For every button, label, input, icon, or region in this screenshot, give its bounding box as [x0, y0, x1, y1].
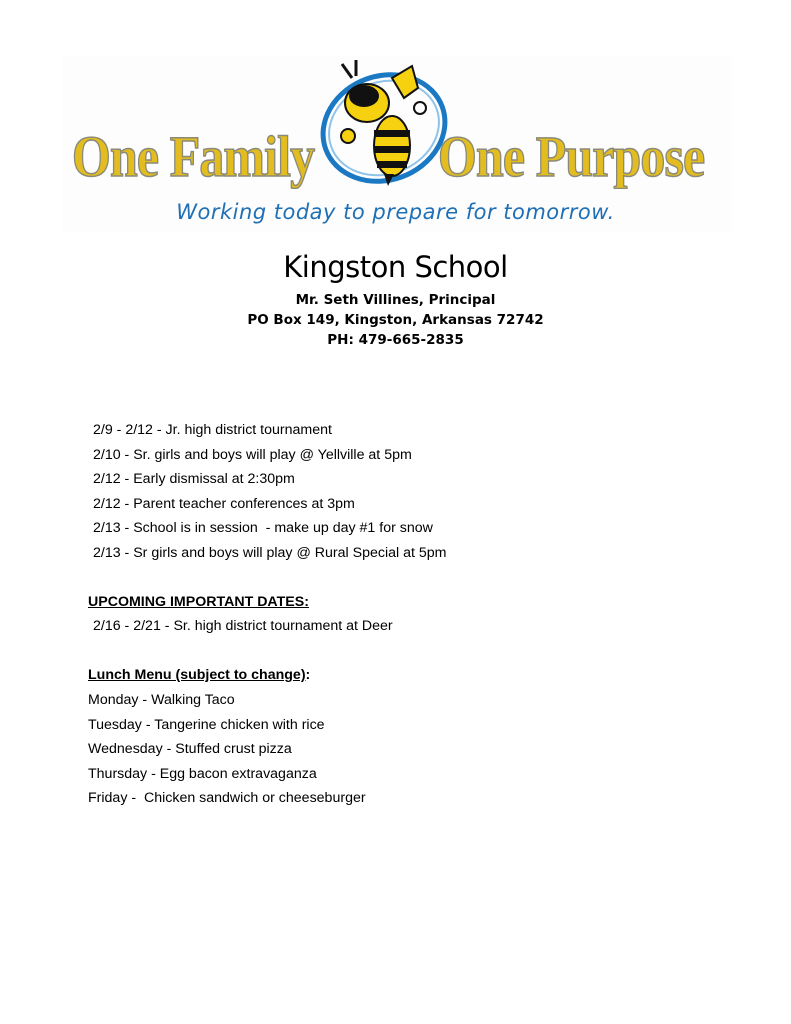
events-list [93, 421, 446, 568]
lunch-item: Wednesday - Stuffed crust pizza [88, 741, 292, 757]
lunch-menu-heading [88, 667, 310, 683]
lunch-menu-colon: : [305, 667, 311, 683]
lunch-item: Monday - Walking Taco [88, 692, 235, 708]
address-line: PO Box 149, Kingston, Arkansas 72742 [247, 312, 544, 328]
event-item: 2/12 - Early dismissal at 2:30pm [93, 471, 295, 487]
lunch-item: Friday - Chicken sandwich or cheeseburger [88, 790, 366, 806]
hornet-mascot-icon [312, 58, 452, 188]
tagline: Working today to prepare for tomorrow. [176, 200, 615, 224]
slogan-right: One Purpose [438, 124, 705, 189]
event-item: 2/9 - 2/12 - Jr. high district tournament [93, 422, 332, 438]
event-item: 2/13 - School is in session - make up day #1 for snow [93, 520, 433, 536]
lunch-menu-title: Lunch Menu (subject to change) [88, 667, 306, 683]
phone-line: PH: 479-665-2835 [327, 332, 464, 348]
upcoming-date-item: 2/16 - 2/21 - Sr. high district tournament at Deer [93, 618, 393, 634]
event-item: 2/10 - Sr. girls and boys will play @ Yellville at 5pm [93, 446, 412, 463]
upcoming-dates-heading: UPCOMING IMPORTANT DATES: [88, 594, 309, 610]
slogan-left: One Family [72, 124, 315, 189]
event-item: 2/12 - Parent teacher conferences at 3pm [93, 495, 355, 512]
lunch-menu-list [88, 691, 366, 814]
event-item: 2/13 - Sr girls and boys will play @ Rural Special at 5pm [93, 544, 447, 561]
principal-line: Mr. Seth Villines, Principal [295, 292, 496, 308]
school-name: Kingston School [283, 250, 508, 284]
lunch-item: Thursday - Egg bacon extravaganza [88, 765, 317, 782]
lunch-item: Tuesday - Tangerine chicken with rice [88, 716, 325, 733]
